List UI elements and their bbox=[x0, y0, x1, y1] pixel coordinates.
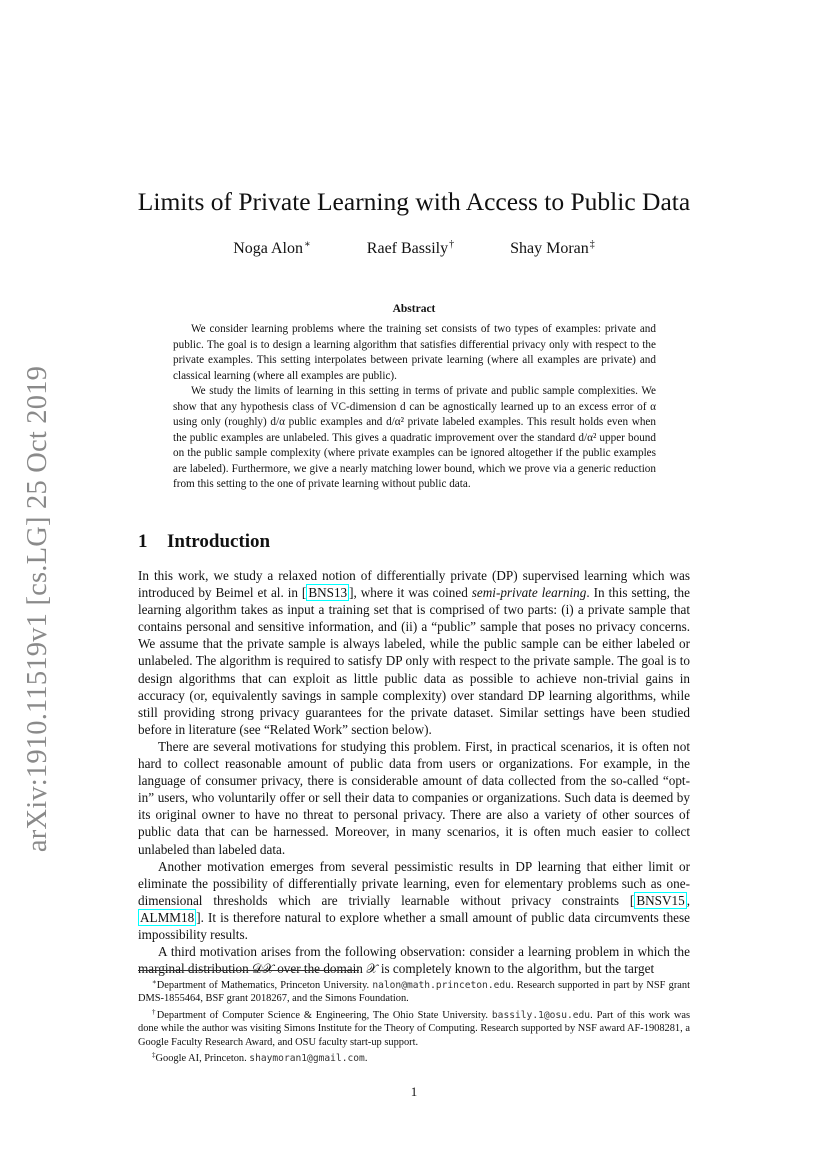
body-text-span: . In this setting, the learning algorithm takes as input a training set that is comprised of two parts: (i) a private sample that contains personal and sensitive information, and (ii) a “public” sample that poses no privacy concerns. We assume that the private sample is always labeled, while the public sample can be either labeled or unlabeled. The algorithm is required to satisfy DP only with respect to the private sample. The goal is to design algorithms that can exploit as little public data as possible to achieve non-trivial gains in accuracy (or, equivalently savings in sample complexity) over standard DP learning algorithms, while still providing strong privacy guarantees for the private dataset. Similar settings have been studied before in literature (see “Related Work” section below). bbox=[138, 585, 691, 737]
body-text-span: In this work, we study a relaxed notion of differentially private (DP) supervised learning which was introduced by Beimel et al. in [ bbox=[138, 568, 690, 601]
footnote-text: Google AI, Princeton. bbox=[155, 1053, 250, 1065]
paper-title: Limits of Private Learning with Access to Public Data bbox=[137, 187, 691, 216]
footnote-text: . bbox=[364, 1053, 368, 1065]
page-number: 1 bbox=[410, 1084, 418, 1099]
body-paragraph-2: There are several motivations for studying this problem. First, in practical scenarios, it is often not hard to collect reasonable amount of public data from users or organizations. For example, in the language of consumer privacy, there is considerable amount of data collected from the so-called “opt-in” users, who voluntarily offer or sell their data to companies or organizations. Such data is deemed by its original owner to have no threat to personal privacy. There are also a variety of other sources of public data that can be harnessed. Moreover, in many scenarios, it is often much easier to collect unlabeled than labeled data. bbox=[138, 738, 690, 857]
abstract-heading: Abstract bbox=[392, 303, 436, 315]
email-link[interactable]: bassily.1@osu.edu bbox=[491, 1009, 591, 1021]
footnote-3-mark: ‡ bbox=[152, 1051, 156, 1060]
section-heading-introduction bbox=[138, 529, 270, 555]
author-3-footnote-mark: ‡ bbox=[589, 239, 595, 250]
body-text-span: ], where it was coined bbox=[349, 585, 472, 601]
section-title: Introduction bbox=[167, 531, 271, 552]
footnote-2-mark: † bbox=[152, 1007, 157, 1016]
introduction-body bbox=[138, 567, 690, 977]
emphasized-term: semi-private learning bbox=[471, 585, 587, 601]
body-text-span: Another motivation emerges from several pessimistic results in DP learning that either limit or eliminate the possibility of differentially private learning, even for elementary problems such as one-dimensional thresholds which are trivially learnable without privacy constraints [ bbox=[138, 858, 690, 908]
author-1-name: Noga Alon bbox=[233, 240, 303, 257]
author-list bbox=[0, 234, 828, 260]
footnote-2 bbox=[138, 1006, 690, 1049]
footnote-3 bbox=[138, 1049, 690, 1065]
body-text-span: , bbox=[686, 892, 690, 908]
abstract-body bbox=[173, 322, 656, 493]
citation-link[interactable]: BNSV15 bbox=[636, 892, 685, 908]
author-3 bbox=[510, 234, 595, 260]
author-2-footnote-mark: † bbox=[449, 239, 455, 250]
author-2 bbox=[367, 234, 454, 260]
body-paragraph-1 bbox=[138, 567, 690, 738]
body-paragraph-3 bbox=[138, 858, 690, 943]
abstract-paragraph-2: We study the limits of learning in this setting in terms of private and public sample complexities. We show that any hypothesis class of VC-dimension d can be agnostically learned up to an excess error of α using only (roughly) d/α public examples and d/α² private labeled examples. This result holds even when the public examples are unlabeled. This gives a quadratic improvement over the standard d/α² upper bound on the public sample complexity (where private examples can be ignored altogether if the public examples are labeled). Furthermore, we give a nearly matching lower bound, which we prove via a generic reduction from this setting to the one of private learning without public data. bbox=[173, 385, 656, 491]
author-2-name: Raef Bassily bbox=[366, 240, 449, 257]
author-1-footnote-mark: ∗ bbox=[304, 239, 311, 250]
arxiv-identifier-stamp bbox=[16, 367, 60, 851]
author-1 bbox=[233, 234, 311, 260]
body-text-span: ]. It is therefore natural to explore whether a small amount of public data circumvents these impossibility results. bbox=[138, 909, 690, 942]
footnote-text: . Part of this work was done while the author was visiting Simons Institute for the Theory of Computing. Research supported by NSF award AF-1908281, a Google Faculty Research Award, and OSU faculty start-up support. bbox=[138, 1009, 690, 1048]
body-paragraph-4: A third motivation arises from the following observation: consider a learning problem in which the marginal distribution 𝒟𝒳 over the domain 𝒳 is completely known to the algorithm, but the target bbox=[138, 944, 690, 977]
footnote-divider bbox=[138, 970, 359, 971]
citation-link[interactable]: BNS13 bbox=[308, 585, 348, 601]
section-number: 1 bbox=[138, 531, 148, 552]
email-link[interactable]: shaymoran1@gmail.com bbox=[249, 1053, 365, 1065]
footnote-1 bbox=[138, 976, 690, 1006]
footnotes bbox=[138, 976, 690, 1065]
arxiv-identifier-text: arXiv:1910.11519v1 [cs.LG] 25 Oct 2019 bbox=[22, 365, 53, 853]
author-3-name: Shay Moran bbox=[510, 240, 589, 257]
footnote-1-mark: ∗ bbox=[152, 978, 157, 986]
email-link[interactable]: nalon@math.princeton.edu bbox=[372, 980, 511, 991]
footnote-text: Department of Mathematics, Princeton University. bbox=[156, 980, 373, 991]
abstract-paragraph-1: We consider learning problems where the training set consists of two types of examples: private and public. The goal is to design a learning algorithm that satisfies differential privacy only with respect to the private examples. This setting interpolates between private learning (where all examples are private) and classical learning (where all examples are public). bbox=[173, 323, 656, 382]
footnote-text: Department of Computer Science & Engineering, The Ohio State University. bbox=[156, 1009, 492, 1021]
citation-link[interactable]: ALMM18 bbox=[140, 909, 195, 925]
footnote-text: . Research supported in part by NSF grant DMS-1855464, BSF grant 2018267, and the Simons Foundation. bbox=[138, 980, 690, 1005]
